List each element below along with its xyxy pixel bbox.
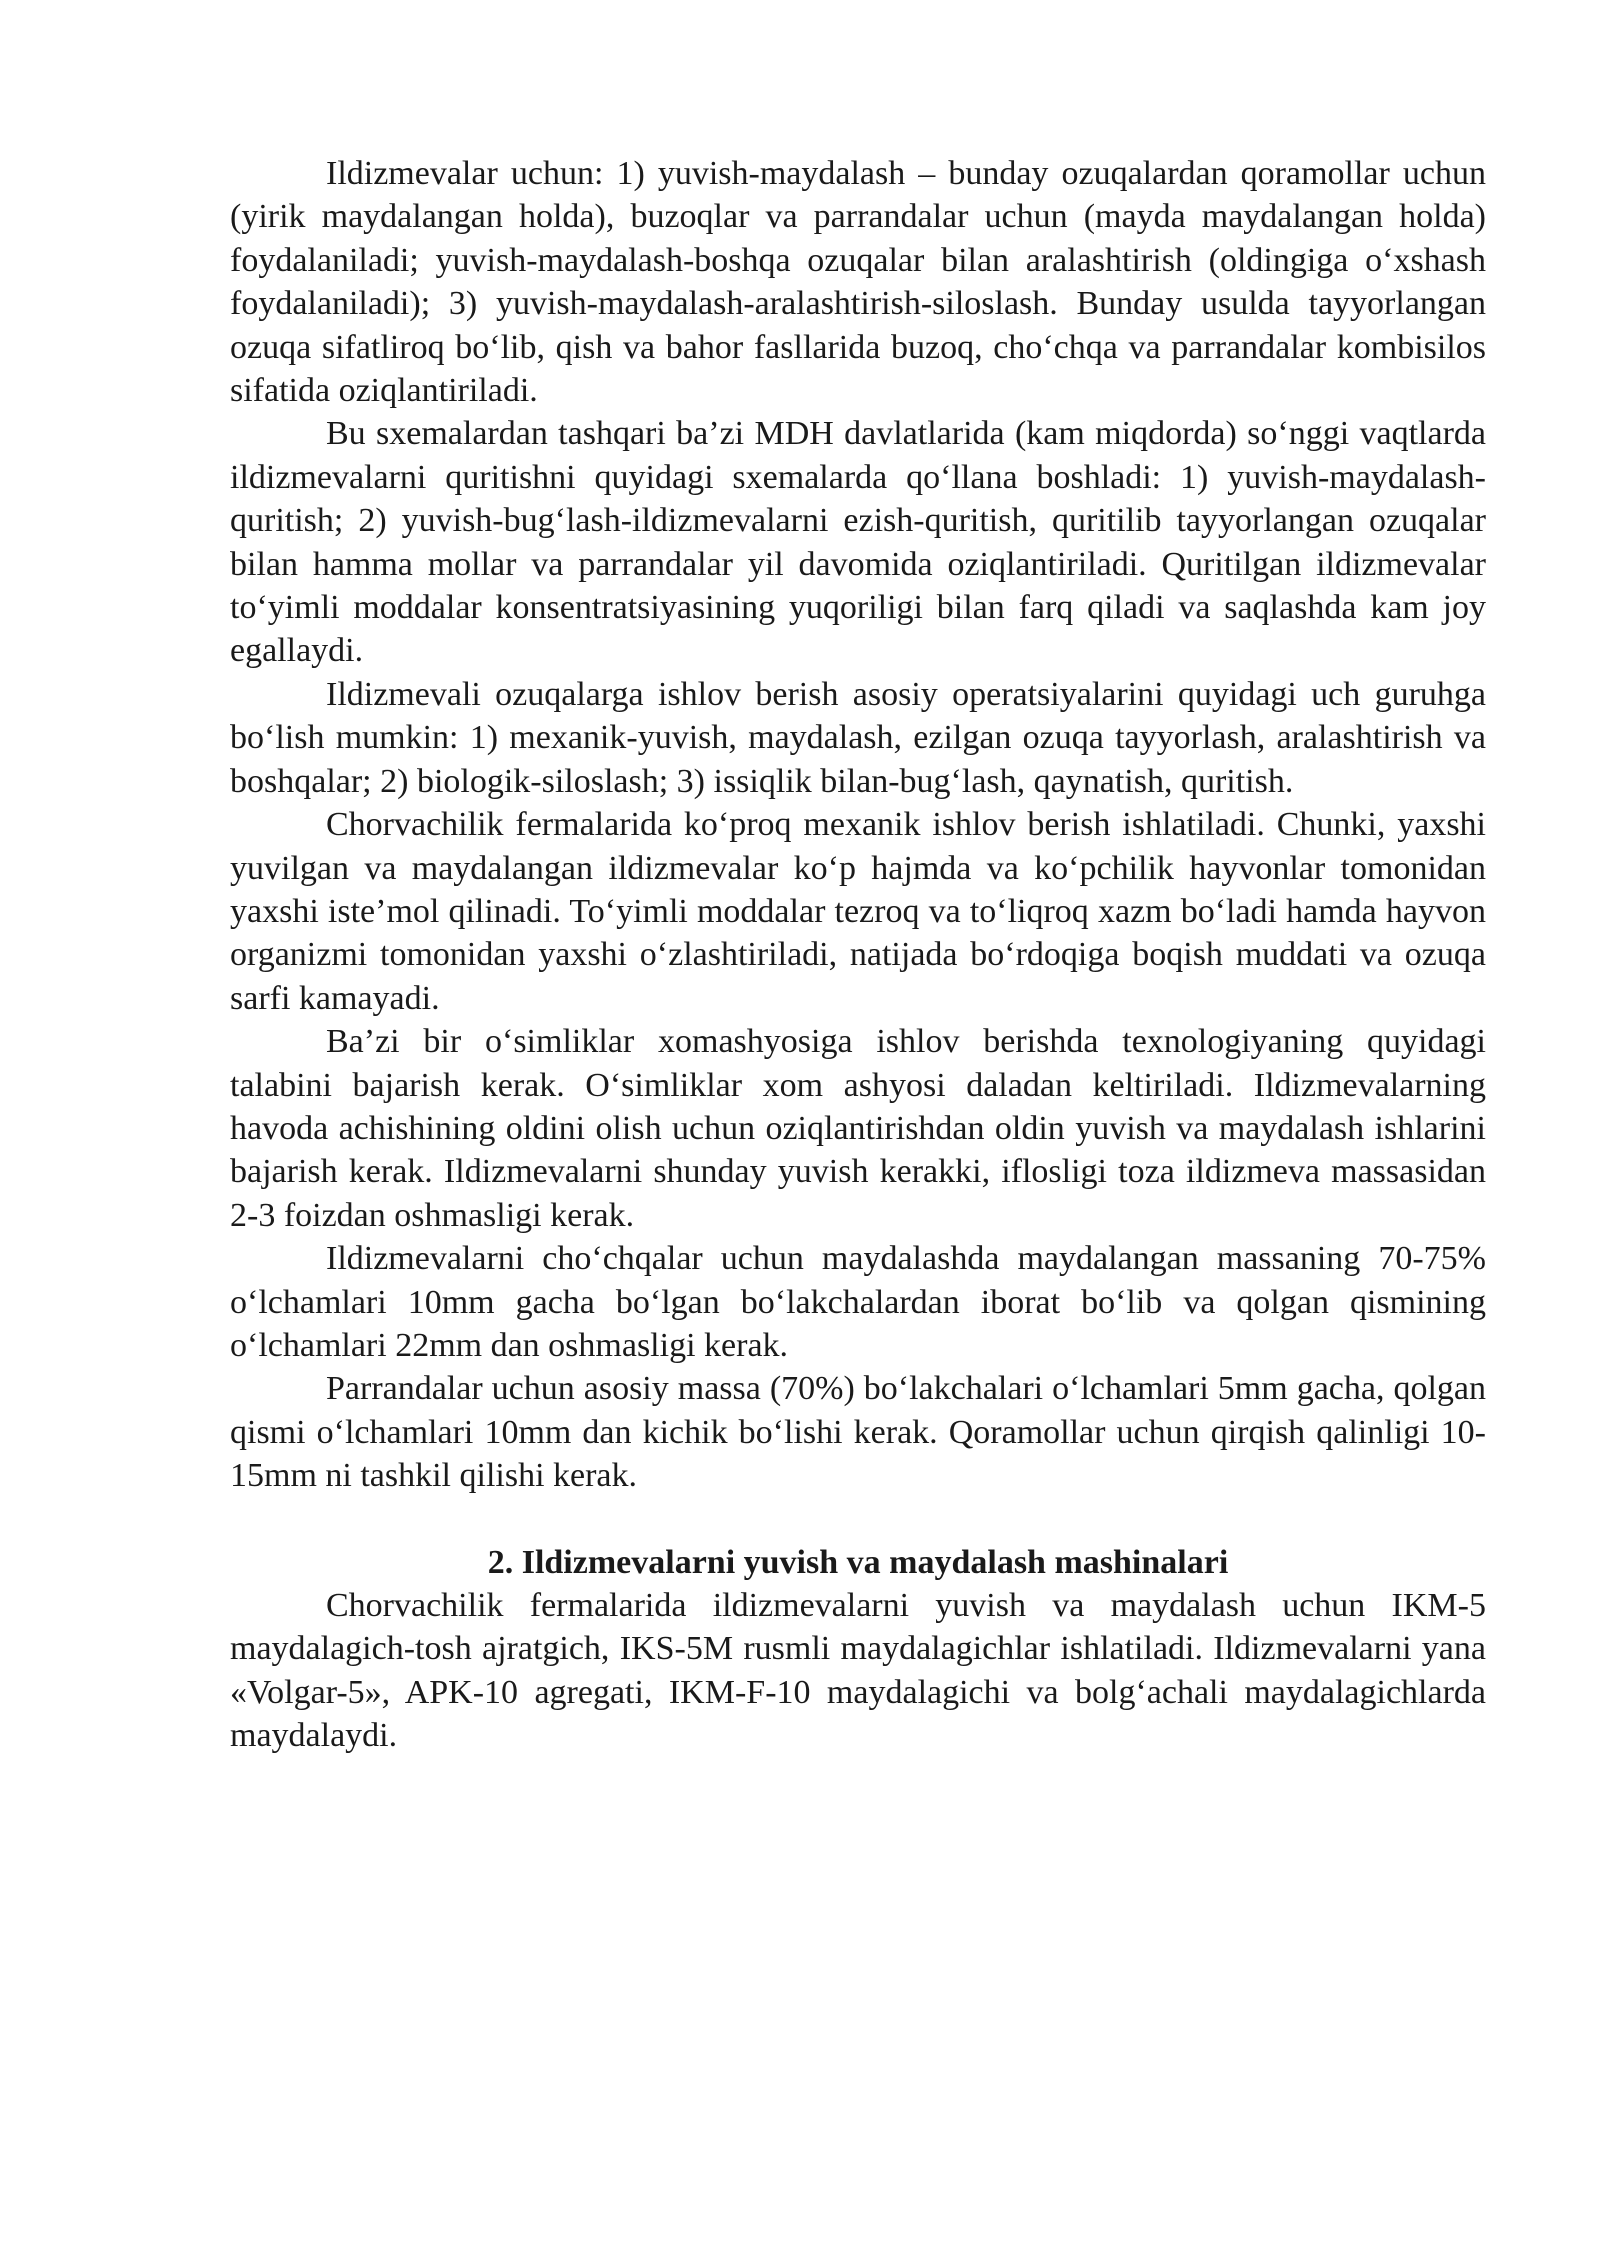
section-heading: 2. Ildizmevalarni yuvish va maydalash mashinalari: [487, 1543, 1229, 1581]
paragraph-1: Ildizmevalar uchun: 1) yuvish-maydalash – bunday ozuqalardan qoramollar uchun (yirik maydalangan holda), buzoqlar va parrandalar uchun (mayda maydalangan holda) foydalaniladi; yuvish-maydalash-boshqa ozuqalar bilan aralashtirish (oldingiga o‘xshash foydalaniladi); 3) yuvish-maydalash-aralashtirish-siloslash. Bunday usulda tayyorlangan ozuqa sifatliroq bo‘lib, qish va bahor fasllarida buzoq, cho‘chqa va parrandalar kombisilos sifatida oziqlantiriladi.: [230, 155, 1486, 410]
document-page: [230, 152, 1486, 1758]
paragraph-3: Ildizmevali ozuqalarga ishlov berish asosiy operatsiyalarini quyidagi uch guruhga bo‘lish mumkin: 1) mexanik-yuvish, maydalash, ezilgan ozuqa tayyorlash, aralashtirish va boshqalar; 2) biologik-siloslash; 3) issiqlik bilan-bug‘lash, qaynatish, quritish.: [230, 675, 1486, 800]
paragraph-6: Ildizmevalarni cho‘chqalar uchun maydalashda maydalangan massaning 70-75% o‘lchamlari 10mm gacha bo‘lgan bo‘lakchalardan iborat bo‘lib va qolgan qismining o‘lchamlari 22mm dan oshmasligi kerak.: [230, 1240, 1486, 1364]
paragraph-8: Chorvachilik fermalarida ildizmevalarni yuvish va maydalash uchun IKM-5 maydalagich-tosh ajratgich, IKS-5M rusmli maydalagichlar ishlatiladi. Ildizmevalarni yana «Volgar-5», APK-10 agregati, IKM-F-10 maydalagichi va bolg‘achali maydalagichlarda maydalaydi.: [230, 1587, 1486, 1755]
paragraph-5: Ba’zi bir o‘simliklar xomashyosiga ishlov berishda texnologiyaning quyidagi talabini bajarish kerak. O‘simliklar xom ashyosi daladan keltiriladi. Ildizmevalarning havoda achishining oldini olish uchun oziqlantirishdan oldin yuvish va maydalash ishlarini bajarish kerak. Ildizmevalarni shunday yuvish kerakki, iflosligi toza ildizmeva massasidan 2-3 foizdan oshmasligi kerak.: [230, 1023, 1486, 1234]
paragraph-4: Chorvachilik fermalarida ko‘proq mexanik ishlov berish ishlatiladi. Chunki, yaxshi yuvilgan va maydalangan ildizmevalar ko‘p hajmda va ko‘pchilik hayvonlar tomonidan yaxshi iste’mol qilinadi. To‘yimli moddalar tezroq va to‘liqroq xazm bo‘ladi hamda hayvon organizmi tomonidan yaxshi o‘zlashtiriladi, natijada bo‘rdoqiga boqish muddati va ozuqa sarfi kamayadi.: [230, 806, 1486, 1017]
paragraph-7: Parrandalar uchun asosiy massa (70%) bo‘lakchalari o‘lchamlari 5mm gacha, qolgan qismi o‘lchamlari 10mm dan kichik bo‘lishi kerak. Qoramollar uchun qirqish qalinligi 10-15mm ni tashkil qilishi kerak.: [230, 1370, 1486, 1495]
paragraph-2: Bu sxemalardan tashqari ba’zi MDH davlatlarida (kam miqdorda) so‘nggi vaqtlarda ildizmevalarni quritishni quyidagi sxemalarda qo‘llana boshladi: 1) yuvish-maydalash-quritish; 2) yuvish-bug‘lash-ildizmevalarni ezish-quritish, quritilib tayyorlangan ozuqalar bilan hamma mollar va parrandalar yil davomida oziqlantiriladi. Quritilgan ildizmevalar to‘yimli moddalar konsentratsiyasining yuqoriligi bilan farq qiladi va saqlashda kam joy egallaydi.: [230, 415, 1486, 670]
